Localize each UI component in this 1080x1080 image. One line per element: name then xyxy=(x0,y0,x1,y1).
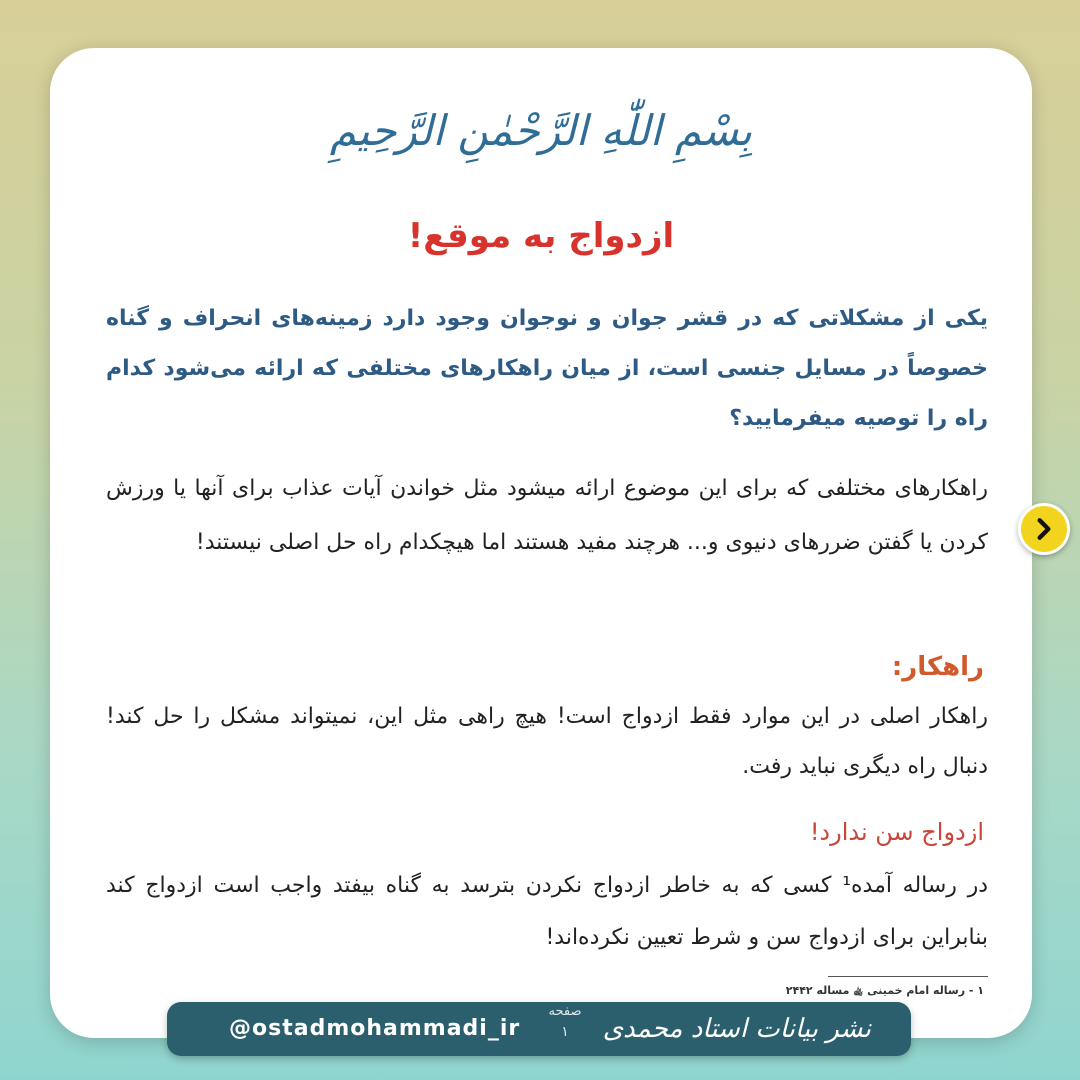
page-number: ۱ xyxy=(561,1024,569,1040)
footer-bar xyxy=(167,1002,911,1056)
answer-paragraph-2: راهکار اصلی در این موارد فقط ازدواج است! هیچ راهی مثل این، نمیتواند مشکل را حل کند! دنبال راه دیگری نباید رفت. xyxy=(106,704,988,779)
next-slide-button[interactable] xyxy=(1018,503,1070,555)
footnote: ۱ - رساله امام خمینی ﵀ مساله ۲۴۴۲ xyxy=(785,984,984,997)
answer-paragraph-3: در رساله آمده¹ کسی که به خاطر ازدواج نکردن بترسد به گناه بیفتد واجب است ازدواج کند بنابراین برای ازدواج سن و شرط تعیین نکرده‌اند! xyxy=(106,873,988,950)
page-label: صفحه xyxy=(548,1004,582,1019)
social-handle[interactable]: @ostadmohammadi_ir xyxy=(229,1016,521,1041)
age-subheading: ازدواج سن ندارد! xyxy=(809,818,984,846)
chevron-right-icon xyxy=(1031,516,1057,542)
question-text: یکی از مشکلاتی که در قشر جوان و نوجوان وجود دارد زمینه‌های انحراف و گناه خصوصاً در مسایل جنسی است، از میان راهکارهای مختلفی که ارائه می‌شود کدام راه را توصیه میفرمایید؟ xyxy=(106,306,988,431)
content-card xyxy=(50,48,1032,1038)
page-title: ازدواج به موقع! xyxy=(407,216,675,256)
brand-logo: نشر بیانات استاد محمدی xyxy=(602,1014,871,1044)
basmala-calligraphy: بِسْمِ اللّٰهِ الرَّحْمٰنِ الرَّحِیمِ xyxy=(329,106,753,155)
solution-heading: راهکار: xyxy=(891,652,984,682)
footnote-divider xyxy=(828,976,988,977)
answer-paragraph-1: راهکارهای مختلفی که برای این موضوع ارائه میشود مثل خواندن آیات عذاب برای آنها یا ورزش کردن یا گفتن ضررهای دنیوی و... هرچند مفید هستند اما هیچکدام راه حل اصلی نیستند! xyxy=(106,476,988,555)
